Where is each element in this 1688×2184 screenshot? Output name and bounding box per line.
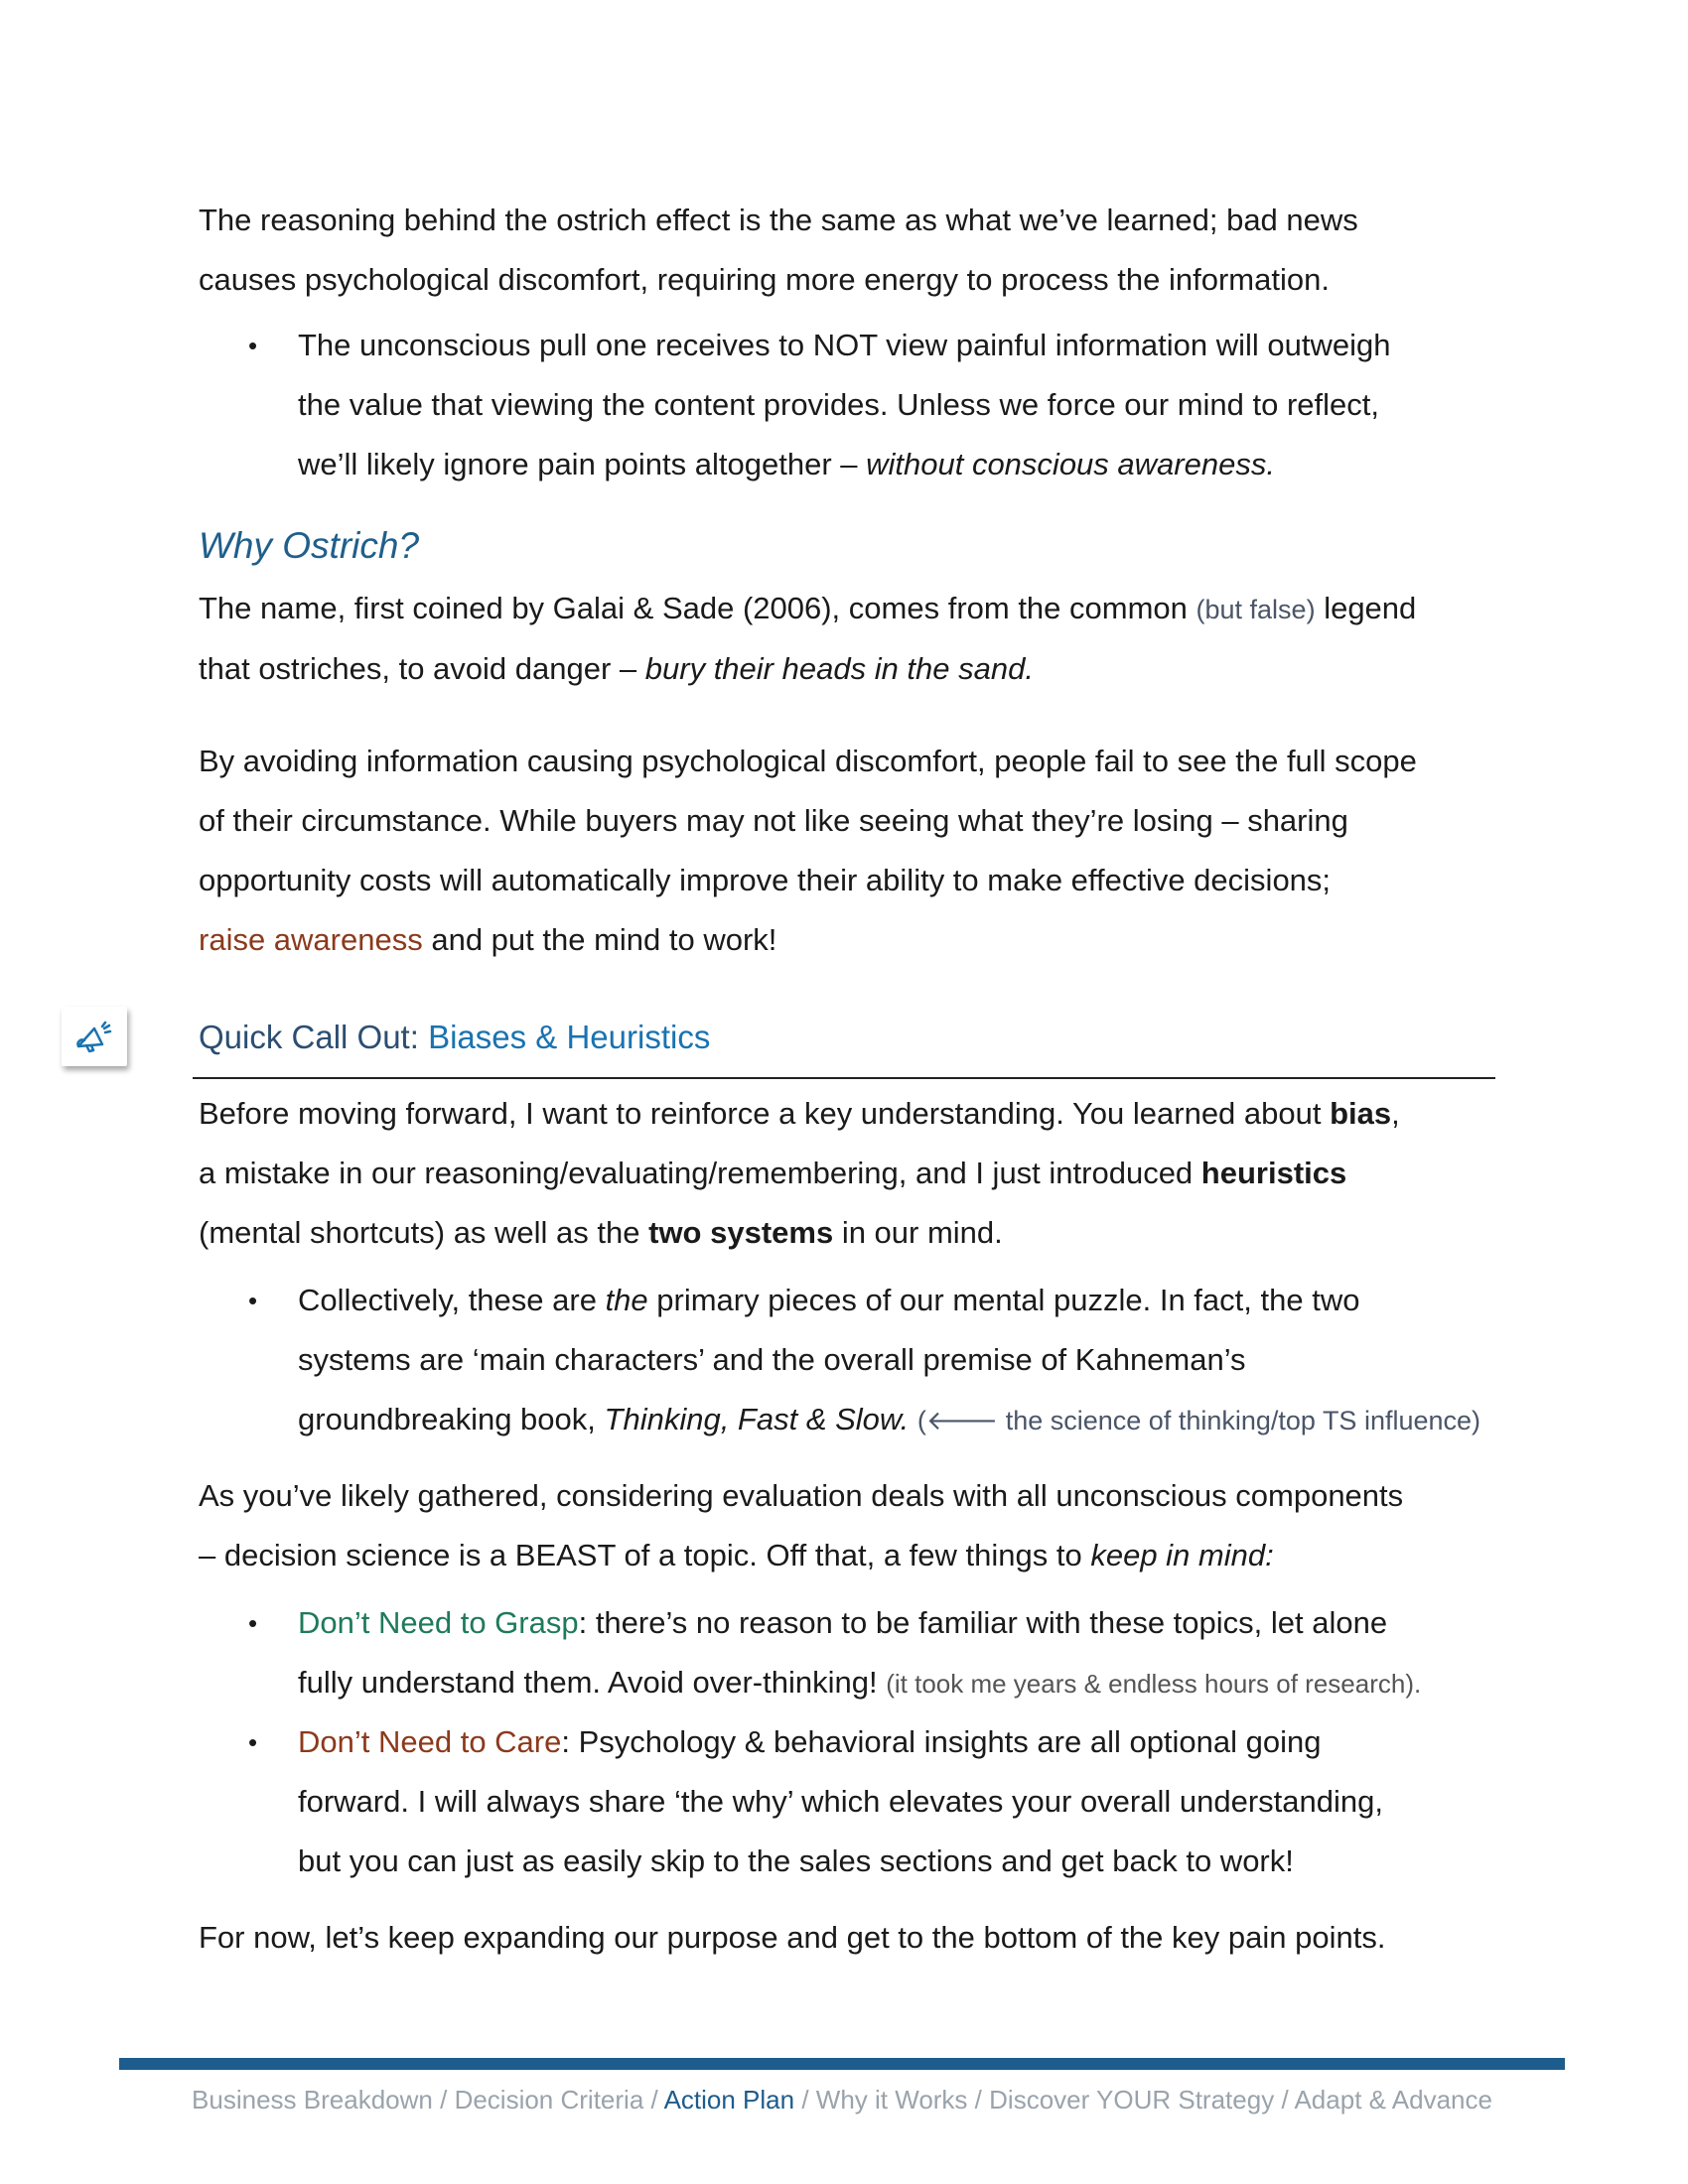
text-span: we’ll likely ignore pain points altogether – <box>298 447 867 481</box>
text-line <box>199 1084 1499 1144</box>
callout-title <box>199 1019 710 1056</box>
text-line: As you’ve likely gathered, considering evaluation deals with all unconscious components <box>199 1478 1404 1513</box>
bullet-dot: • <box>248 1286 258 1315</box>
text-line <box>199 1526 1499 1585</box>
text-span: primary pieces of our mental puzzle. In fact, the two <box>647 1283 1360 1317</box>
text-line <box>199 910 1499 970</box>
footer-navigation <box>119 2085 1565 2116</box>
callout-divider <box>193 1077 1495 1079</box>
text-span: that ostriches, to avoid danger – <box>199 651 645 686</box>
bullet-dot: • <box>248 331 258 360</box>
paragraph-name-origin <box>199 579 1499 699</box>
text-span: fully understand them. Avoid over-thinking! <box>298 1665 887 1700</box>
text-span: a mistake in our reasoning/evaluating/remembering, and I just introduced <box>199 1156 1201 1190</box>
footer-separator: / <box>1281 2085 1289 2115</box>
text-span: in our mind. <box>833 1215 1003 1250</box>
text-span: Before moving forward, I want to reinforce a key understanding. You learned about <box>199 1096 1331 1131</box>
text-span: : there’s no reason to be familiar with these topics, let alone <box>578 1605 1388 1640</box>
text-line <box>199 639 1499 699</box>
text-line: the value that viewing the content provides. Unless we force our mind to reflect, <box>298 387 1380 422</box>
emphasis-text: the <box>605 1283 648 1317</box>
heading-why-ostrich: Why Ostrich? <box>199 525 420 566</box>
text-span: (mental shortcuts) as well as the <box>199 1215 649 1250</box>
bullet-dot: • <box>248 1727 258 1757</box>
footer-separator: / <box>650 2085 658 2115</box>
text-span: The name, first coined by Galai & Sade (2006), comes from the common <box>199 591 1196 625</box>
text-line: The unconscious pull one receives to NOT view painful information will outweigh <box>298 328 1391 362</box>
text-span: , <box>1391 1096 1400 1131</box>
text-line <box>298 435 1499 494</box>
paragraph-closing: For now, let’s keep expanding our purpose and get to the bottom of the key pain points. <box>199 1920 1386 1955</box>
text-line <box>199 1144 1499 1203</box>
text-span: : Psychology & behavioral insights are all optional going <box>561 1724 1322 1759</box>
text-line: By avoiding information causing psychological discomfort, people fail to see the full scope <box>199 744 1417 778</box>
text-line <box>199 1203 1499 1263</box>
text-line: of their circumstance. While buyers may not like seeing what they’re losing – sharing <box>199 803 1348 838</box>
callout-highlight: Biases & Heuristics <box>428 1019 711 1055</box>
footer-item-business-breakdown[interactable]: Business Breakdown <box>192 2085 433 2115</box>
text-span: groundbreaking book, <box>298 1402 605 1436</box>
footer-separator: / <box>440 2085 448 2115</box>
text-span: Collectively, these are <box>298 1283 606 1317</box>
paragraph-key-understanding <box>199 1084 1499 1263</box>
text-span: – decision science is a BEAST of a topic. Off that, a few things to <box>199 1538 1091 1572</box>
bold-text: bias <box>1330 1096 1392 1131</box>
footer-item-discover-your-strategy[interactable]: Discover YOUR Strategy <box>989 2085 1275 2115</box>
megaphone-icon <box>62 1007 127 1066</box>
bullet-label: Don’t Need to Grasp <box>298 1605 579 1640</box>
text-line: forward. I will always share ‘the why’ which elevates your overall understanding, <box>298 1784 1383 1819</box>
footer-separator: / <box>974 2085 982 2115</box>
aside-text: (but false) <box>1196 595 1316 624</box>
bullet-collectively <box>199 1271 1499 1450</box>
bullet-unconscious-pull <box>199 316 1499 494</box>
paragraph-ostrich-reasoning <box>199 191 1499 310</box>
paragraph-avoiding-information <box>199 732 1499 970</box>
text-line: The reasoning behind the ostrich effect is the same as what we’ve learned; bad news <box>199 203 1358 237</box>
text-line: but you can just as easily skip to the sales sections and get back to work! <box>298 1843 1294 1878</box>
callout-header <box>199 1009 1499 1072</box>
footer-item-decision-criteria[interactable]: Decision Criteria <box>454 2085 644 2115</box>
footer-item-why-it-works[interactable]: Why it Works <box>815 2085 968 2115</box>
bullet-dot: • <box>248 1608 258 1638</box>
text-line <box>298 1271 1499 1330</box>
text-line <box>298 1653 1499 1713</box>
paragraph-decision-science <box>199 1466 1499 1585</box>
text-line <box>298 1593 1499 1653</box>
text-span: legend <box>1315 591 1417 625</box>
footer-item-adapt-and-advance[interactable]: Adapt & Advance <box>1294 2085 1492 2115</box>
bullet-dont-need-to-grasp <box>199 1593 1499 1713</box>
callout-prefix: Quick Call Out: <box>199 1019 429 1055</box>
emphasis-text: keep in mind: <box>1090 1538 1274 1572</box>
emphasis-text: without conscious awareness. <box>866 447 1275 481</box>
bold-text: two systems <box>648 1215 834 1250</box>
text-line: causes psychological discomfort, requiring more energy to process the information. <box>199 262 1330 297</box>
text-span: and put the mind to work! <box>422 922 777 957</box>
footer-item-action-plan[interactable]: Action Plan <box>663 2085 795 2115</box>
bold-text: heuristics <box>1200 1156 1347 1190</box>
emphasis-text: bury their heads in the sand. <box>644 651 1034 686</box>
text-line: opportunity costs will automatically improve their ability to make effective decisions; <box>199 863 1332 897</box>
text-line: systems are ‘main characters’ and the overall premise of Kahneman’s <box>298 1342 1246 1377</box>
text-line <box>199 579 1499 639</box>
bullet-dont-need-to-care <box>199 1712 1499 1891</box>
text-line <box>298 1390 1499 1450</box>
book-title: Thinking, Fast & Slow. <box>604 1402 910 1436</box>
footer-separator: / <box>801 2085 809 2115</box>
footer-bar <box>119 2058 1565 2070</box>
text-line <box>298 1712 1499 1772</box>
bullet-label: Don’t Need to Care <box>298 1724 562 1759</box>
aside-note: (it took me years & endless hours of research). <box>886 1669 1422 1699</box>
aside-note: (🡐 the science of thinking/top TS influence) <box>916 1406 1481 1435</box>
highlight-text: raise awareness <box>199 922 423 957</box>
